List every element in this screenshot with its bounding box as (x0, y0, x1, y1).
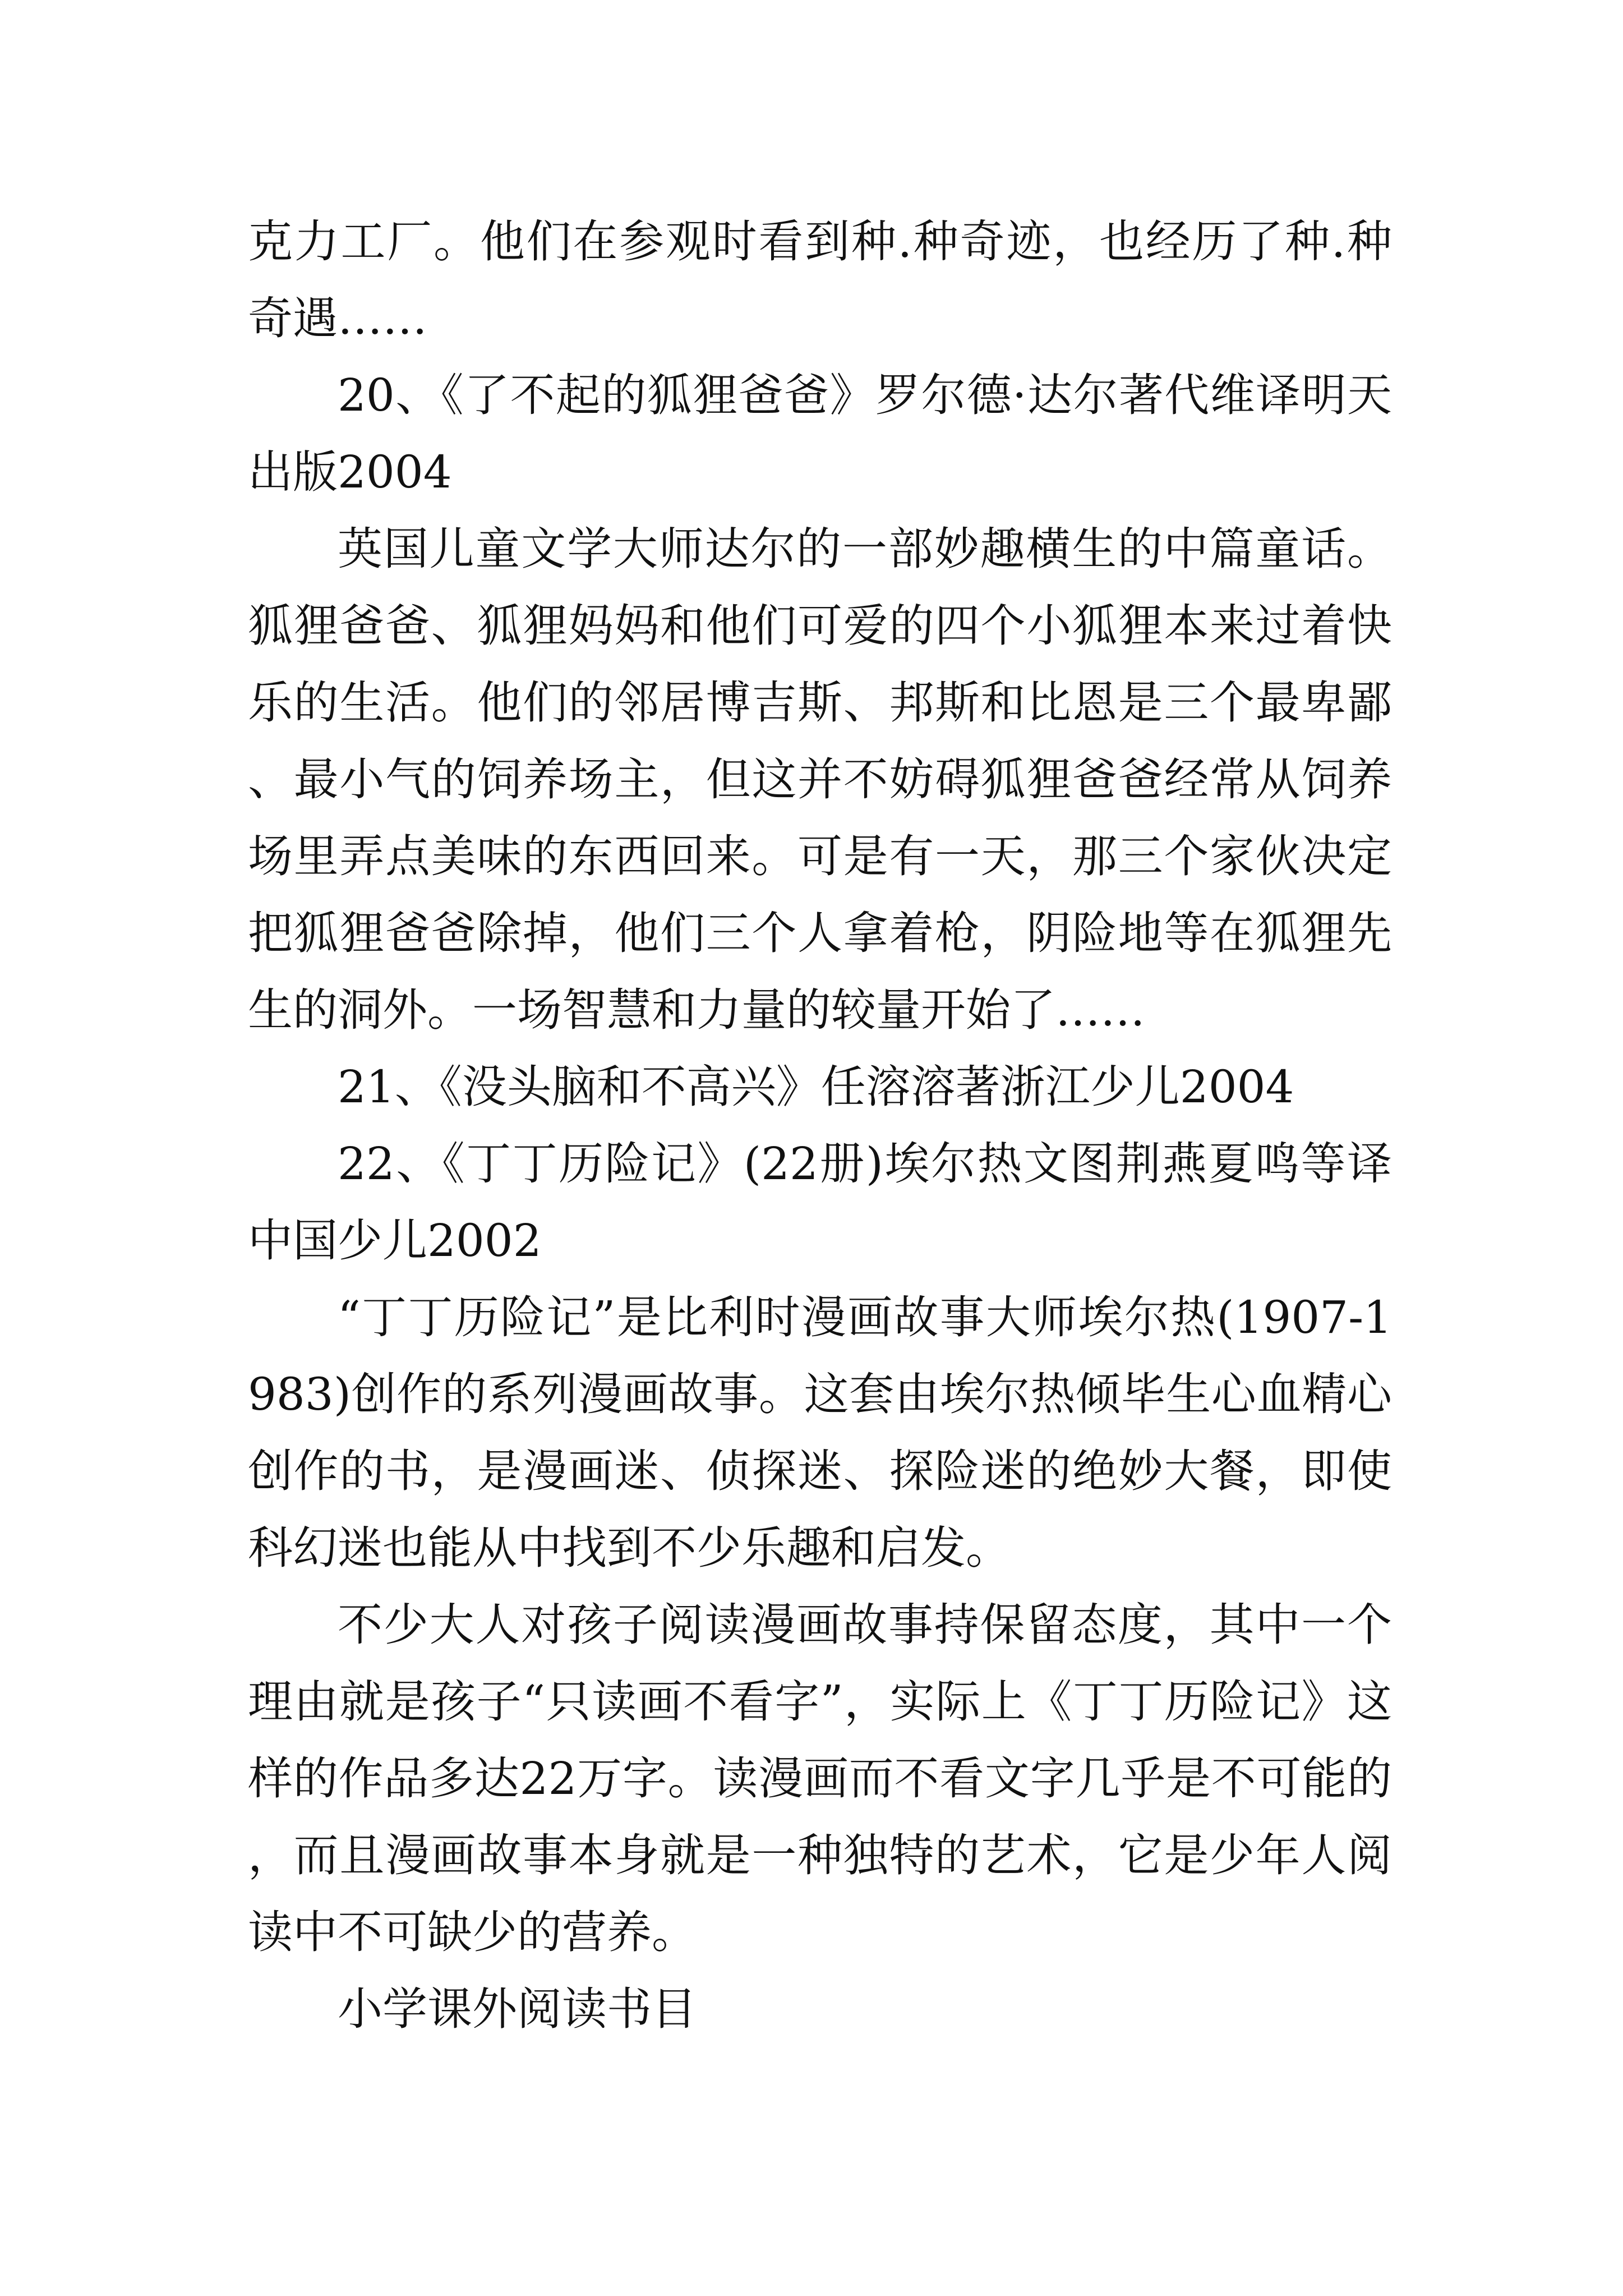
book-entry-22: 22、《丁丁历险记》(22册)埃尔热文图荆燕夏鸣等译中国少儿2002 (248, 1138, 1392, 1267)
body-text (248, 203, 1392, 2047)
book-entry-20: 20、《了不起的狐狸爸爸》罗尔德·达尔著代维译明天出版2004 (248, 369, 1392, 498)
paragraph-continuation: 克力工厂。他们在参观时看到种.种奇迹，也经历了种.种奇遇…… (248, 215, 1392, 344)
section-heading: 小学课外阅读书目 (338, 1983, 697, 2035)
book-entry-21: 21、《没头脑和不高兴》任溶溶著浙江少儿2004 (338, 1061, 1294, 1113)
book-description-22-b: 不少大人对孩子阅读漫画故事持保留态度，其中一个理由就是孩子“只读画不看字”，实际上《丁丁历险记》这样的作品多达22万字。读漫画而不看文字几乎是不可能的，而且漫画故事本身就是一种独特的艺术，它是少年人阅读中不可缺少的营养。 (248, 1599, 1392, 1958)
book-description-22-a: “丁丁历险记”是比利时漫画故事大师埃尔热(1907-1983)创作的系列漫画故事。这套由埃尔热倾毕生心血精心创作的书，是漫画迷、侦探迷、探险迷的绝妙大餐，即使科幻迷也能从中找到不少乐趣和启发。 (248, 1291, 1392, 1574)
book-description-20: 英国儿童文学大师达尔的一部妙趣横生的中篇童话。狐狸爸爸、狐狸妈妈和他们可爱的四个小狐狸本来过着快乐的生活。他们的邻居博吉斯、邦斯和比恩是三个最卑鄙、最小气的饲养场主，但这并不妨碍狐狸爸爸经常从饲养场里弄点美味的东西回来。可是有一天，那三个家伙决定把狐狸爸爸除掉，他们三个人拿着枪，阴险地等在狐狸先生的洞外。一场智慧和力量的较量开始了…… (248, 523, 1392, 1036)
